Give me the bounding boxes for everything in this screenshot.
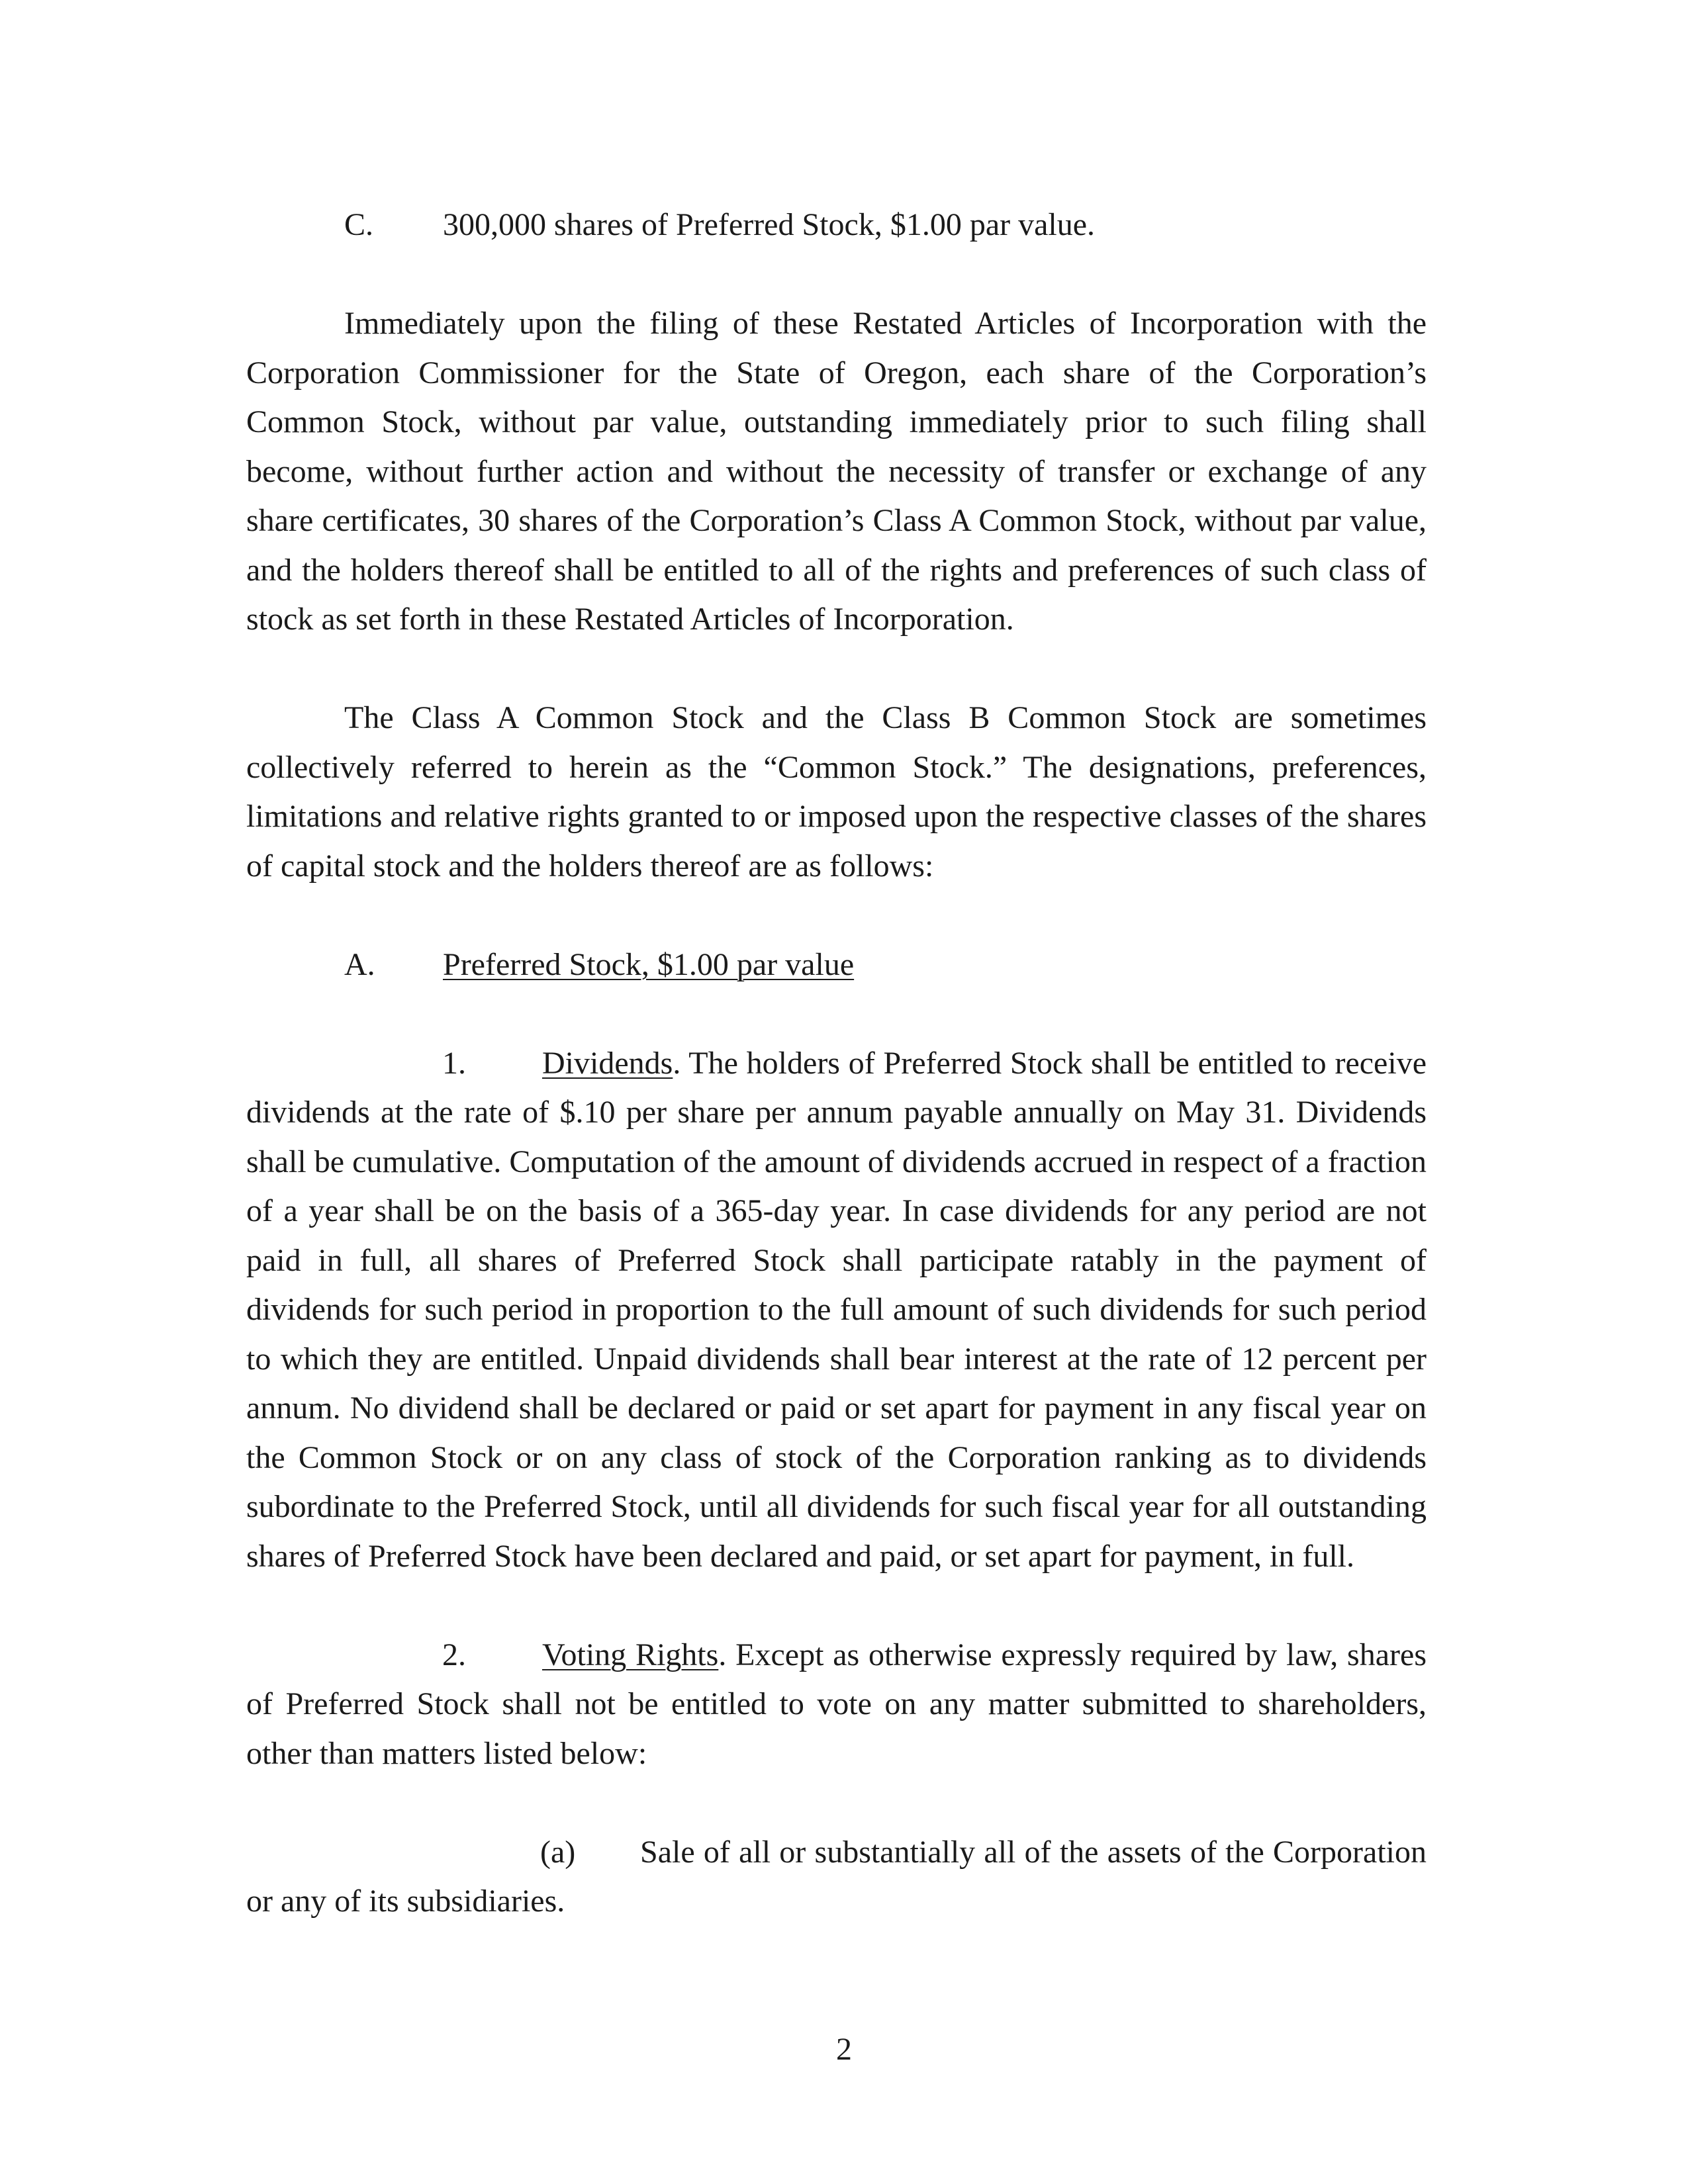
item-1-dividends bbox=[246, 1039, 1427, 1582]
item-1-text: . The holders of Preferred Stock shall be entitled to receive dividends at the rate of $.10 per share per annum payable annually on May 31. Dividends shall be cumulative. Computation of the amount of dividends accrued in respect of a fraction of a year shall be on the basis of a 365-day year. In case dividends for any period are not paid in full, all shares of Preferred Stock shall participate ratably in the payment of dividends for such period in proportion to the full amount of such dividends for such period to which they are entitled. Unpaid dividends shall bear interest at the rate of 12 percent per annum. No dividend shall be declared or paid or set apart for payment in any fiscal year on the Common Stock or on any class of stock of the Corporation ranking as to dividends subordinate to the Preferred Stock, until all dividends for such fiscal year for all outstanding shares of Preferred Stock have been declared and paid, or set apart for payment, in full. bbox=[246, 1045, 1427, 1574]
item-2-text: . Except as otherwise expressly required by law, shares of Preferred Stock shall not be entitled to vote on any matter submitted to shareholders, other than matters listed below: bbox=[246, 1637, 1427, 1771]
item-2-voting-rights bbox=[246, 1631, 1427, 1779]
item-2a-label: (a) bbox=[540, 1834, 576, 1870]
paragraph-common-stock: The Class A Common Stock and the Class B Common Stock are sometimes collectively referred to herein as the “Common Stock.” The designations, preferences, limitations and relative rights granted to or imposed upon the respective classes of the shares of capital stock and the holders thereof are as follows: bbox=[246, 700, 1427, 884]
item-c bbox=[246, 201, 1427, 250]
item-2-title: Voting Rights bbox=[542, 1637, 719, 1672]
page-number: 2 bbox=[836, 2032, 852, 2067]
item-c-text: 300,000 shares of Preferred Stock, $1.00 par value. bbox=[443, 207, 1096, 242]
section-a-letter: A. bbox=[344, 946, 375, 982]
item-c-letter: C. bbox=[344, 207, 374, 242]
item-1-title: Dividends bbox=[542, 1045, 673, 1081]
item-2-number: 2. bbox=[442, 1637, 466, 1672]
paragraph-filing: Immediately upon the filing of these Restated Articles of Incorporation with the Corporation Commissioner for the State of Oregon, each share of the Corporation’s Common Stock, without par value, outstanding immediately prior to such filing shall become, without further action and without the necessity of transfer or exchange of any share certificates, 30 shares of the Corporation’s Class A Common Stock, without par value, and the holders thereof shall be entitled to all of the rights and preferences of such class of stock as set forth in these Restated Articles of Incorporation. bbox=[246, 306, 1427, 637]
item-2a bbox=[246, 1828, 1427, 1927]
item-1-number: 1. bbox=[442, 1045, 466, 1081]
section-a-title: Preferred Stock, $1.00 par value bbox=[443, 946, 855, 982]
document-body bbox=[246, 201, 1427, 1927]
section-a-heading bbox=[246, 940, 1427, 990]
item-2a-text: Sale of all or substantially all of the assets of the Corporation or any of its subsidiaries. bbox=[246, 1834, 1427, 1919]
